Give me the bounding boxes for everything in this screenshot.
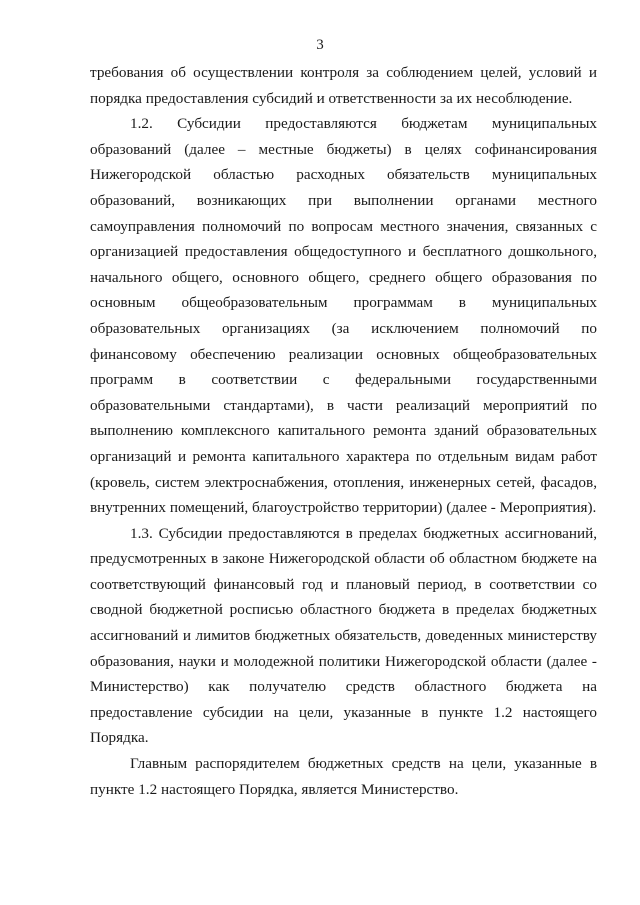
paragraph-1-2: 1.2. Субсидии предоставляются бюджетам муниципальных образований (далее – местные бюджеты) в целях софинансирования Нижегородской областью расходных обязательств муниципальных образований, возникающих при выполнении органами местного самоуправления полномочий по вопросам местного значения, связанных с организацией предоставления общедоступного и бесплатного дошкольного, начального общего, основного общего, среднего общего образования по основным общеобразовательным программам в муниципальных образовательных организациях (за исключением полномочий по финансовому обеспечению реализации основных общеобразовательных программ в соответствии с федеральными государственными образовательными стандартами), в части реализаций мероприятий по выполнению комплексного капитального ремонта зданий образовательных организаций и ремонта капитального характера по отдельным видам работ (кровель, систем электроснабжения, отопления, инженерных сетей, фасадов, внутренних помещений, благоустройство территории) (далее - Мероприятия). (90, 115, 597, 517)
paragraph-continuation: требования об осуществлении контроля за соблюдением целей, условий и порядка предоставления субсидий и ответственности за их несоблюдение. (90, 64, 597, 107)
document-body (90, 60, 597, 802)
page-number: 3 (316, 37, 324, 53)
paragraph-1-3: 1.3. Субсидии предоставляются в пределах бюджетных ассигнований, предусмотренных в законе Нижегородской области об областном бюджете на соответствующий финансовый год и плановый период, в соответствии со сводной бюджетной росписью областного бюджета в пределах бюджетных ассигнований и лимитов бюджетных обязательств, доведенных министерству образования, науки и молодежной политики Нижегородской области (далее - Министерство) как получателю средств областного бюджета на предоставление субсидии на цели, указанные в пункте 1.2 настоящего Порядка. (90, 524, 597, 747)
paragraph-main-manager: Главным распорядителем бюджетных средств на цели, указанные в пункте 1.2 настоящего Порядка, является Министерство. (90, 755, 597, 798)
